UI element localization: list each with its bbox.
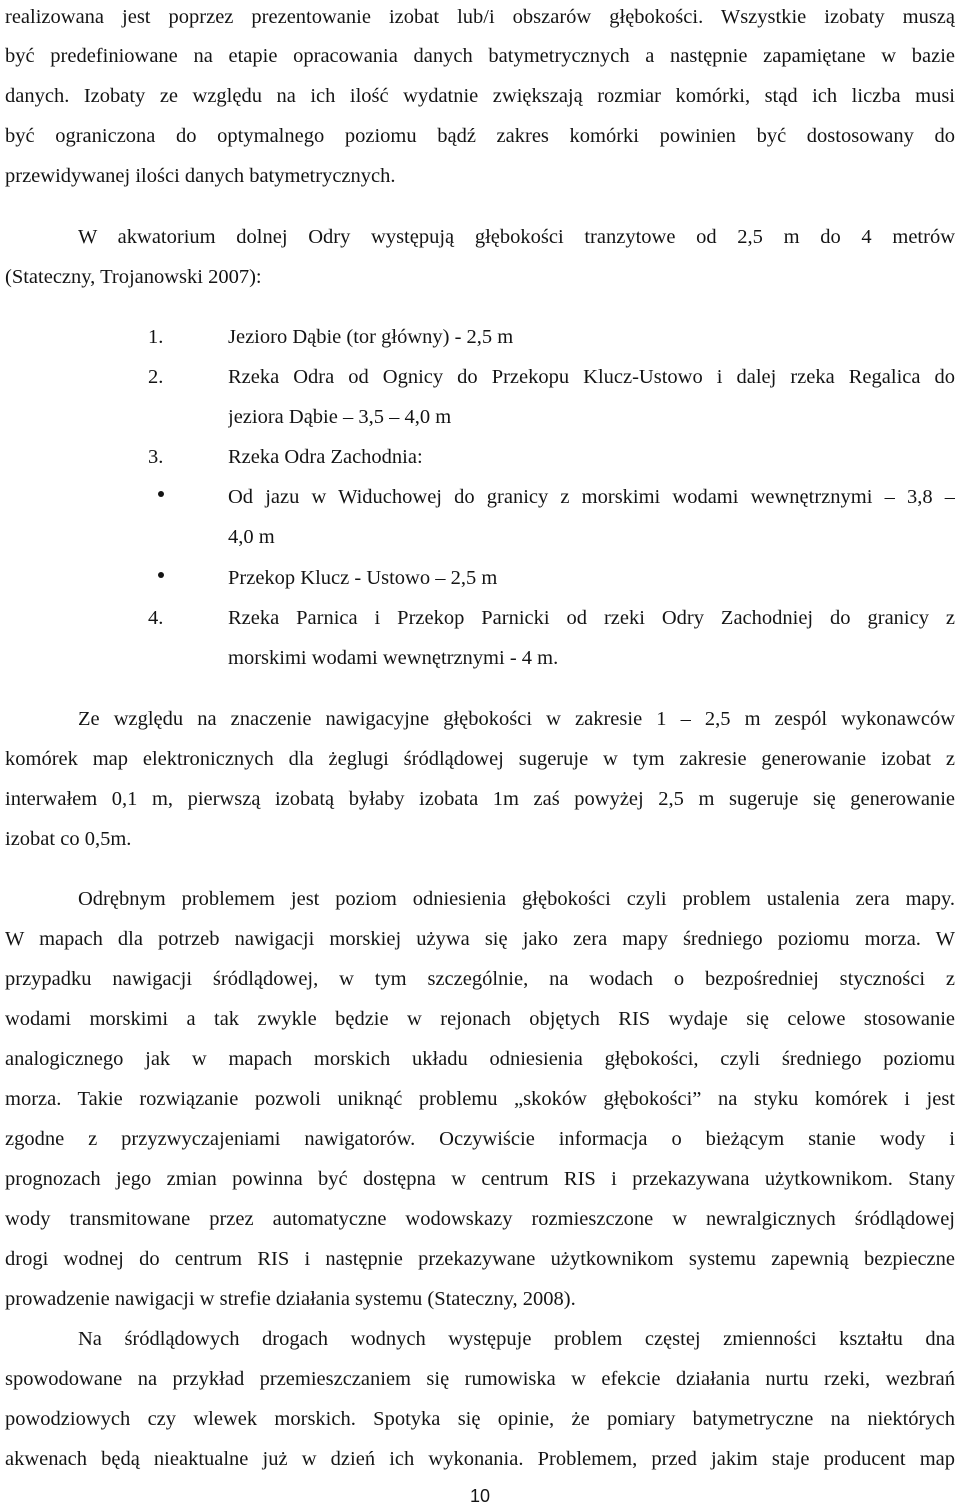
text-line: prowadzenie nawigacji w strefie działania systemu (Stateczny, 2008). [5, 1288, 576, 1310]
list-item: Rzeka Odra od Ognicy do Przekopu Klucz-Ustowo i dalej rzeka Regalica do [228, 366, 955, 388]
page-number: 10 [469, 1486, 491, 1506]
list-number: 3. [148, 446, 164, 468]
list-item-continued: jeziora Dąbie – 3,5 – 4,0 m [228, 406, 452, 428]
bullet-icon [158, 572, 164, 578]
text-line: prognozach jego zmian powinna być dostępna w centrum RIS i przekazywana użytkownikom. Stany [5, 1168, 955, 1190]
text-line: interwałem 0,1 m, pierwszą izobatą byłaby izobata 1m zaś powyżej 2,5 m sugeruje się generowanie [5, 788, 955, 810]
text-line: komórek map elektronicznych dla żeglugi śródlądowej sugeruje w tym zakresie generowanie izobat z [5, 748, 955, 770]
list-number: 1. [148, 326, 164, 348]
sub-list-item: Od jazu w Widuchowej do granicy z morskimi wodami wewnętrznymi – 3,8 – [228, 486, 955, 508]
sub-list-item-continued: 4,0 m [228, 526, 275, 548]
text-line: (Stateczny, Trojanowski 2007): [5, 266, 262, 288]
text-line: Na śródlądowych drogach wodnych występuje problem częstej zmienności kształtu dna [78, 1328, 955, 1350]
text-line: drogi wodnej do centrum RIS i następnie przekazywane użytkownikom systemu zapewnią bezpieczne [5, 1248, 955, 1270]
text-line: przypadku nawigacji śródlądowej, w tym szczególnie, na wodach o bezpośredniej styczności z [5, 968, 955, 990]
list-item-continued: morskimi wodami wewnętrznymi - 4 m. [228, 647, 559, 669]
text-line: izobat co 0,5m. [5, 828, 132, 850]
text-line: Ze względu na znaczenie nawigacyjne głębokości w zakresie 1 – 2,5 m zespól wykonawców [78, 708, 955, 730]
sub-list-item: Przekop Klucz - Ustowo – 2,5 m [228, 567, 498, 589]
text-line: powodziowych czy wlewek morskich. Spotyka się opinie, że pomiary batymetryczne na niektórych [5, 1408, 955, 1430]
text-line: być ograniczona do optymalnego poziomu bądź zakres komórki powinien być dostosowany do [5, 125, 955, 147]
text-line: W akwatorium dolnej Odry występują głębokości tranzytowe od 2,5 m do 4 metrów [78, 226, 955, 248]
list-item: Rzeka Odra Zachodnia: [228, 446, 423, 468]
list-number: 4. [148, 607, 164, 629]
text-line: W mapach dla potrzeb nawigacji morskiej używa się jako zera mapy średniego poziomu morza. W [5, 928, 955, 950]
list-item: Jezioro Dąbie (tor główny) - 2,5 m [228, 326, 514, 348]
text-line: wody transmitowane przez automatyczne wodowskazy rozmieszczone w newralgicznych śródlądowej [5, 1208, 955, 1230]
text-line: danych. Izobaty ze względu na ich ilość wydatnie zwiększają rozmiar komórki, stąd ich liczba musi [5, 85, 955, 107]
bullet-icon [158, 491, 164, 497]
text-line: być predefiniowane na etapie opracowania danych batymetrycznych a następnie zapamiętane w bazie [5, 45, 955, 67]
text-line: Odrębnym problemem jest poziom odniesienia głębokości czyli problem ustalenia zera mapy. [78, 888, 955, 910]
text-line: zgodne z przyzwyczajeniami nawigatorów. Oczywiście informacja o bieżącym stanie wody i [5, 1128, 955, 1150]
text-line: przewidywanej ilości danych batymetrycznych. [5, 165, 396, 187]
list-item: Rzeka Parnica i Przekop Parnicki od rzeki Odry Zachodniej do granicy z [228, 607, 955, 629]
list-number: 2. [148, 366, 164, 388]
text-line: realizowana jest poprzez prezentowanie izobat lub/i obszarów głębokości. Wszystkie izobaty muszą [5, 6, 955, 28]
text-line: analogicznego jak w mapach morskich układu odniesienia głębokości, czyli średniego poziomu [5, 1048, 955, 1070]
text-line: spowodowane na przykład przemieszczaniem się rumowiska w efekcie działania nurtu rzeki, wezbrań [5, 1368, 955, 1390]
text-line: morza. Takie rozwiązanie pozwoli uniknąć problemu „skoków głębokości” na styku komórek i jest [5, 1088, 955, 1110]
text-line: akwenach będą nieaktualne już w dzień ich wykonania. Problemem, przed jakim staje producent map [5, 1448, 955, 1470]
text-line: wodami morskimi a tak zwykle będzie w rejonach objętych RIS wydaje się celowe stosowanie [5, 1008, 955, 1030]
